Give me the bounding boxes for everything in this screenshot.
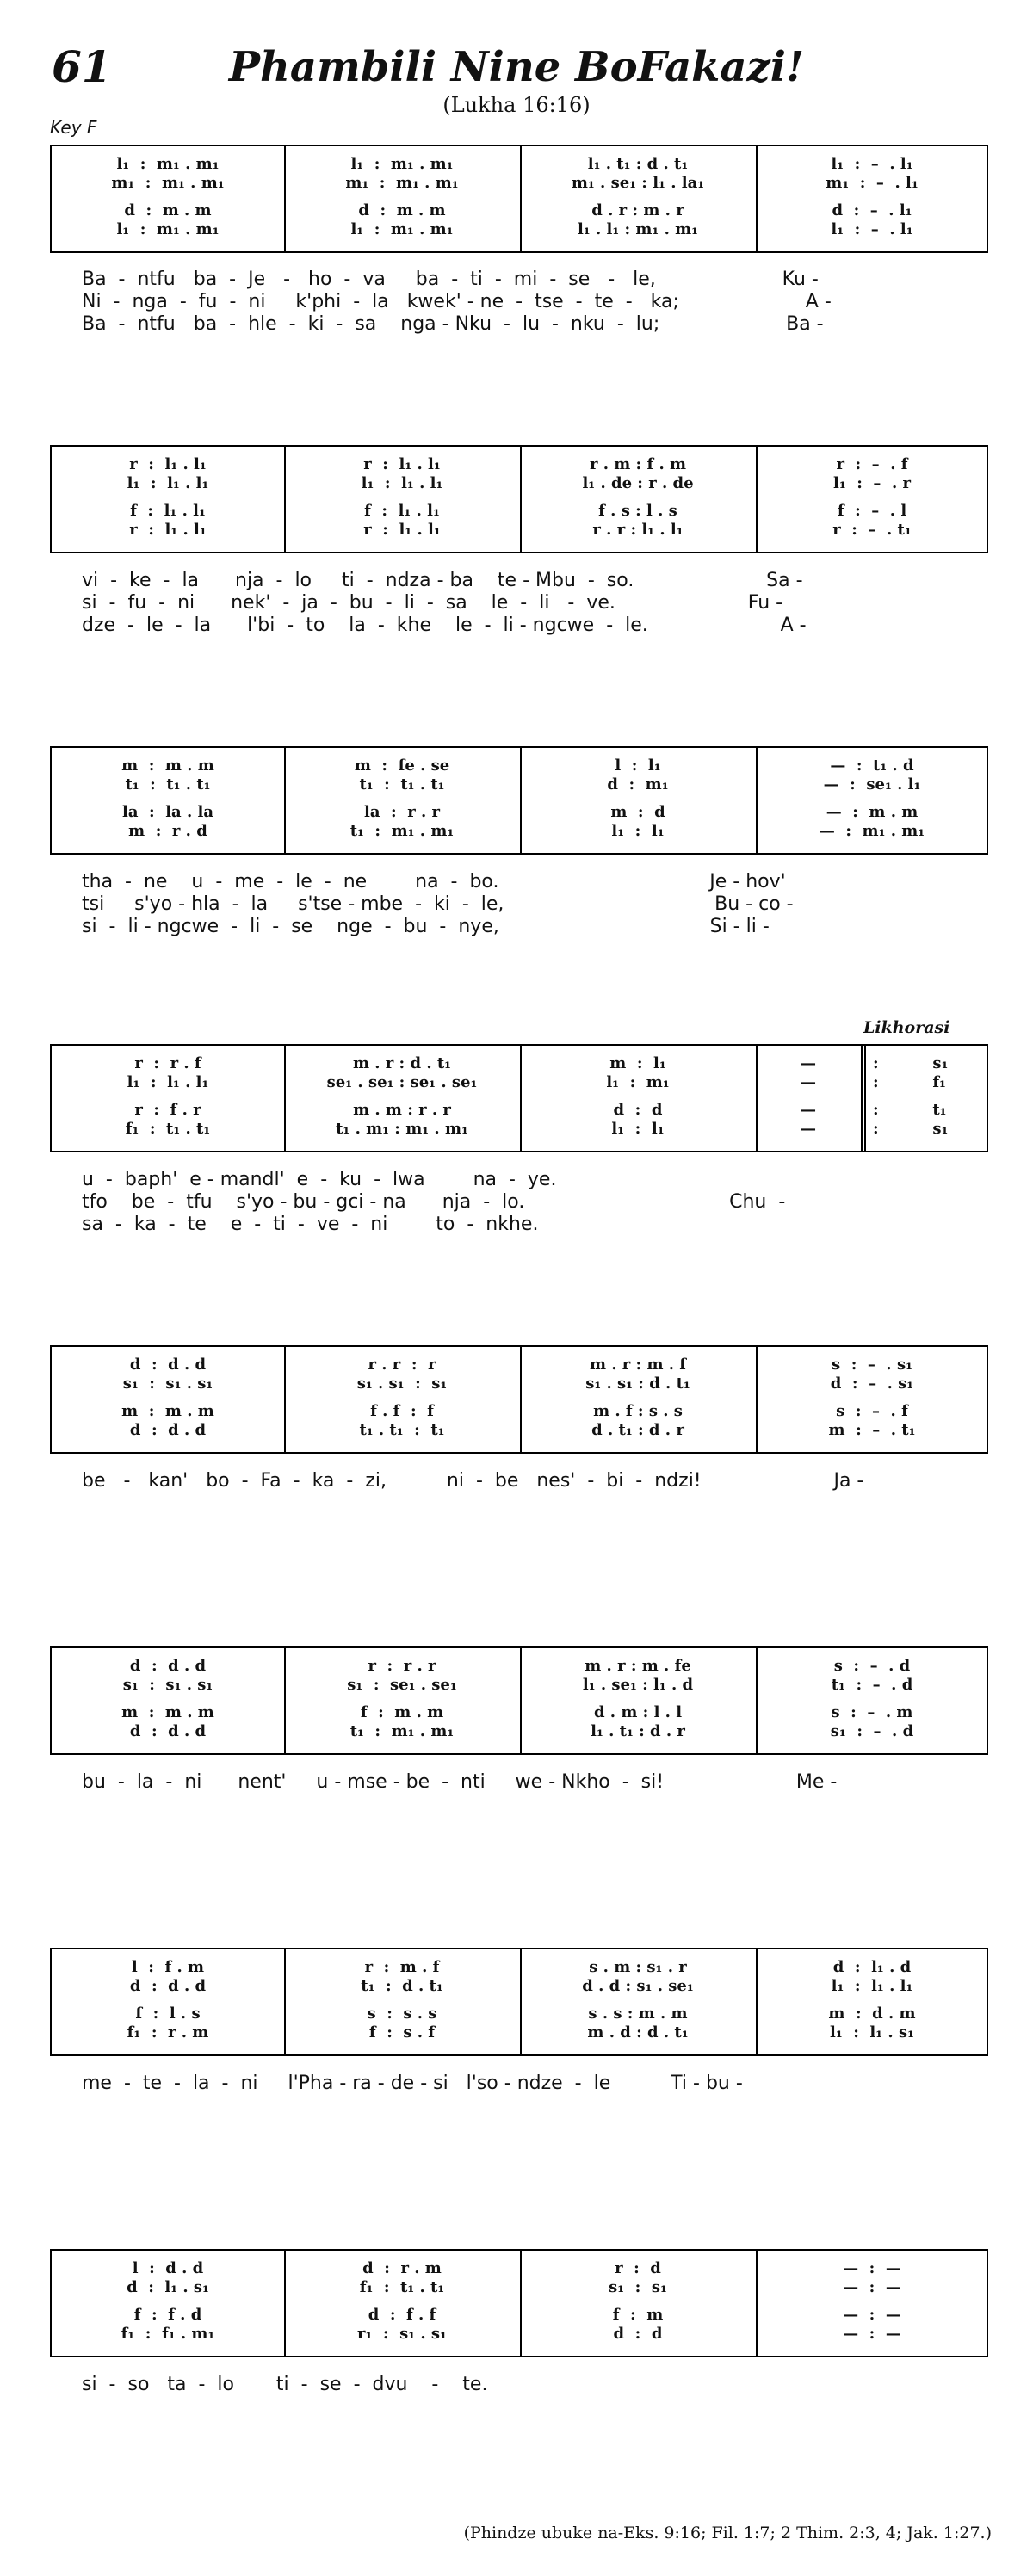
footer-references: (Phindze ubuke na-Eks. 9:16; Fil. 1:7; 2 Thim. 2:3, 4; Jak. 1:27.) [463,2523,992,2542]
notation-system [50,445,988,553]
lyric-line: si - so ta - lo ti - se - dvu - te. [82,2374,488,2395]
measure: d : l₁ . d l₁ : l₁ . l₁ m : d . m l₁ : l₁ . s₁ [828,1958,916,2042]
measure: s : – . d t₁ : – . d s : – . m s₁ : – . d [830,1657,914,1740]
lyric-line: si - fu - ni nek' - ja - bu - li - sa le - li - ve. Fu - [82,592,783,614]
lyric-line: bu - la - ni nent' u - mse - be - nti we - Nkho - si! Me - [82,1771,838,1793]
notation-system [50,145,988,253]
notation-system [50,1044,988,1152]
lyric-line: Ba - ntfu ba - hle - ki - sa nga - Nku - lu - nku - lu; Ba - [82,313,824,335]
lyric-line: tfo be - tfu s'yo - bu - gci - na nja - lo. Chu - [82,1191,786,1213]
lyric-line: Ni - nga - fu - ni k'phi - la kwek' - ne - tse - te - ka; A - [82,291,832,312]
lyric-line: u - baph' e - mandl' e - ku - lwa na - ye. [82,1169,557,1190]
lyric-line: Ba - ntfu ba - Je - ho - va ba - ti - mi - se - le, Ku - [82,269,819,290]
scripture-reference: (Lukha 16:16) [442,93,591,117]
measure: l : l₁ d : m₁ m : d l₁ : l₁ [607,757,669,840]
measure: r : r . r s₁ : se₁ . se₁ f : m . m t₁ : m₁ . m₁ [347,1657,457,1740]
measure: — : — — : — — : — — : — [843,2259,901,2343]
lyric-line: sa - ka - te e - ti - ve - ni to - nkhe. [82,1214,539,1235]
measure: m : m . m t₁ : t₁ . t₁ la : la . la m : r . d [121,757,214,840]
measure: r . r : r s₁ . s₁ : s₁ f . f : f t₁ . t₁ : t₁ [356,1356,448,1439]
notation-system [50,1345,988,1454]
measure: l : f . m d : d . d f : l . s f₁ : r . m [127,1958,209,2042]
measure: l₁ : – . l₁ m₁ : – . l₁ d : – . l₁ l₁ : – . l₁ [826,155,919,238]
measure: s : – . s₁ d : – . s₁ s : – . f m : – . t₁ [828,1356,916,1439]
lyric-line: tsi s'yo - hla - la s'tse - mbe - ki - le, Bu - co - [82,893,794,915]
lyric-line: vi - ke - la nja - lo ti - ndza - ba te - Mbu - so. Sa - [82,570,803,591]
song-title: Phambili Nine BoFakazi! [228,43,805,91]
lyric-line: dze - le - la l'bi - to la - khe le - li - ngcwe - le. A - [82,615,807,636]
chorus-label: Likhorasi [863,1018,950,1037]
measure: m : fe . se t₁ : t₁ . t₁ la : r . r t₁ : m₁ . m₁ [349,757,455,840]
measure: — — — — [801,1054,816,1138]
notation-system [50,746,988,855]
measure: r . m : f . m l₁ . de : r . de f . s : l . s r . r : l₁ . l₁ [582,455,694,539]
measure: l₁ . t₁ : d . t₁ m₁ . se₁ : l₁ . la₁ d . r : m . r l₁ . l₁ : m₁ . m₁ [571,155,705,238]
measure: r : l₁ . l₁ l₁ : l₁ . l₁ f : l₁ . l₁ r : l₁ . l₁ [361,455,443,539]
measure: r : – . f l₁ : – . r f : – . l r : – . t₁ [832,455,912,539]
notation-system [50,2249,988,2357]
measure: d : r . m f₁ : t₁ . t₁ d : f . f r₁ : s₁ . s₁ [357,2259,447,2343]
measure: d : d . d s₁ : s₁ . s₁ m : m . m d : d . d [121,1657,214,1740]
measure: l₁ : m₁ . m₁ m₁ : m₁ . m₁ d : m . m l₁ : m₁ . m₁ [111,155,225,238]
lyric-line: be - kan' bo - Fa - ka - zi, ni - be nes' - bi - ndzi! Ja - [82,1470,864,1492]
measure: s . m : s₁ . r d . d : s₁ . se₁ s . s : m . m m . d : d . t₁ [582,1958,694,2042]
measure: m . r : m . fe l₁ . se₁ : l₁ . d d . m : l . l l₁ . t₁ : d . r [582,1657,694,1740]
measure: l₁ : m₁ . m₁ m₁ : m₁ . m₁ d : m . m l₁ : m₁ . m₁ [345,155,459,238]
lyric-line: tha - ne u - me - le - ne na - bo. Je - hov' [82,871,786,893]
measure: r : l₁ . l₁ l₁ : l₁ . l₁ f : l₁ . l₁ r : l₁ . l₁ [127,455,209,539]
measure: r : d s₁ : s₁ f : m d : d [609,2259,667,2343]
measure: m . r : m . f s₁ . s₁ : d . t₁ m . f : s . s d . t₁ : d . r [585,1356,690,1439]
measure: m . r : d . t₁ se₁ . se₁ : se₁ . se₁ m . m : r . r t₁ . m₁ : m₁ . m₁ [326,1054,478,1138]
measure: d : d . d s₁ : s₁ . s₁ m : m . m d : d . d [121,1356,214,1439]
notation-system [50,1646,988,1755]
measure-chorus-pickup: : s₁ : f₁ : t₁ : s₁ [873,1054,949,1138]
measure: r : r . f l₁ : l₁ . l₁ r : f . r f₁ : t₁ . t₁ [125,1054,211,1138]
song-number: 61 [52,41,112,92]
measure: m : l₁ l₁ : m₁ d : d l₁ : l₁ [606,1054,670,1138]
measure: r : m . f t₁ : d . t₁ s : s . s f : s . f [361,1958,443,2042]
measure: l : d . d d : l₁ . s₁ f : f . d f₁ : f₁ . m₁ [121,2259,215,2343]
notation-system [50,1948,988,2056]
lyric-line: me - te - la - ni l'Pha - ra - de - si l'so - ndze - le Ti - bu - [82,2073,743,2094]
key-signature: Key F [50,117,97,138]
measure: — : t₁ . d — : se₁ . l₁ — : m . m — : m₁ . m₁ [819,757,925,840]
lyric-line: si - li - ngcwe - li - se nge - bu - nye, Si - li - [82,916,770,937]
